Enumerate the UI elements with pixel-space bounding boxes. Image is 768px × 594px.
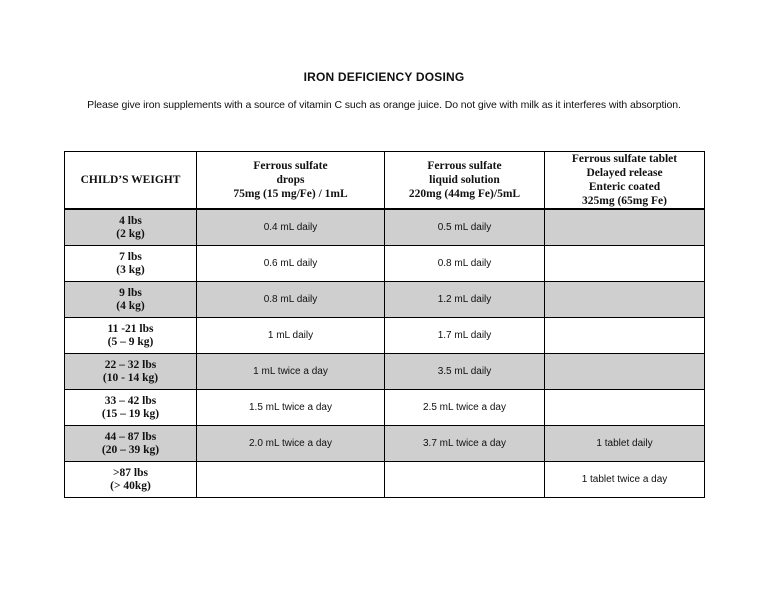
header-drops: Ferrous sulfate drops 75mg (15 mg/Fe) / 1mL [197, 152, 385, 210]
drops-dose-cell: 2.0 mL twice a day [197, 426, 385, 462]
weight-lbs: 7 lbs [119, 250, 142, 263]
weight-lbs: 4 lbs [119, 214, 142, 227]
weight-cell [65, 354, 197, 390]
header-tablet: Ferrous sulfate tablet Delayed release Enteric coated 325mg (65mg Fe) [545, 152, 705, 210]
weight-kg: (20 – 39 kg) [101, 443, 160, 456]
drops-dose-cell: 1 mL daily [197, 318, 385, 354]
weight-kg: (3 kg) [116, 263, 145, 276]
liquid-dose-cell: 1.7 mL daily [385, 318, 545, 354]
weight-lbs: 33 – 42 lbs [104, 394, 157, 407]
weight-cell [65, 462, 197, 498]
weight-kg: (5 – 9 kg) [107, 335, 154, 348]
drops-dose-cell: 1 mL twice a day [197, 354, 385, 390]
weight-cell [65, 246, 197, 282]
weight-lbs: >87 lbs [113, 466, 148, 479]
document-title: IRON DEFICIENCY DOSING [303, 70, 465, 84]
weight-cell [65, 426, 197, 462]
drops-dose-cell [197, 462, 385, 498]
header-row [65, 152, 705, 210]
tablet-dose-cell [545, 318, 705, 354]
weight-kg: (4 kg) [116, 299, 145, 312]
weight-lbs: 44 – 87 lbs [104, 430, 157, 443]
table-row [65, 246, 705, 282]
tablet-dose-cell [545, 282, 705, 318]
table-row [65, 354, 705, 390]
liquid-dose-cell: 3.7 mL twice a day [385, 426, 545, 462]
liquid-dose-cell: 3.5 mL daily [385, 354, 545, 390]
weight-cell [65, 209, 197, 246]
weight-kg: (10 - 14 kg) [102, 371, 159, 384]
weight-lbs: 22 – 32 lbs [104, 358, 157, 371]
drops-dose-cell: 1.5 mL twice a day [197, 390, 385, 426]
table-row [65, 282, 705, 318]
header-liquid: Ferrous sulfate liquid solution 220mg (44mg Fe)/5mL [385, 152, 545, 210]
liquid-dose-cell [385, 462, 545, 498]
weight-kg: (> 40kg) [110, 479, 151, 492]
table-row [65, 318, 705, 354]
table-row [65, 209, 705, 246]
instruction-note: Please give iron supplements with a source of vitamin C such as orange juice. Do not give with milk as it interferes with absorption. [87, 99, 681, 111]
weight-lbs: 11 -21 lbs [107, 322, 154, 335]
table-row [65, 426, 705, 462]
tablet-dose-cell [545, 209, 705, 246]
tablet-dose-cell [545, 246, 705, 282]
liquid-dose-cell: 1.2 mL daily [385, 282, 545, 318]
weight-kg: (15 – 19 kg) [101, 407, 160, 420]
liquid-dose-cell: 0.8 mL daily [385, 246, 545, 282]
drops-dose-cell: 0.8 mL daily [197, 282, 385, 318]
liquid-dose-cell: 2.5 mL twice a day [385, 390, 545, 426]
weight-cell [65, 390, 197, 426]
weight-cell [65, 282, 197, 318]
liquid-dose-cell: 0.5 mL daily [385, 209, 545, 246]
weight-lbs: 9 lbs [119, 286, 142, 299]
tablet-dose-cell: 1 tablet daily [545, 426, 705, 462]
tablet-dose-cell [545, 354, 705, 390]
dosing-table [64, 151, 705, 498]
drops-dose-cell: 0.6 mL daily [197, 246, 385, 282]
weight-cell [65, 318, 197, 354]
tablet-dose-cell [545, 390, 705, 426]
header-childs-weight: CHILD’S WEIGHT [65, 152, 197, 210]
table-row [65, 390, 705, 426]
drops-dose-cell: 0.4 mL daily [197, 209, 385, 246]
tablet-dose-cell: 1 tablet twice a day [545, 462, 705, 498]
table-row [65, 462, 705, 498]
weight-kg: (2 kg) [116, 227, 145, 240]
